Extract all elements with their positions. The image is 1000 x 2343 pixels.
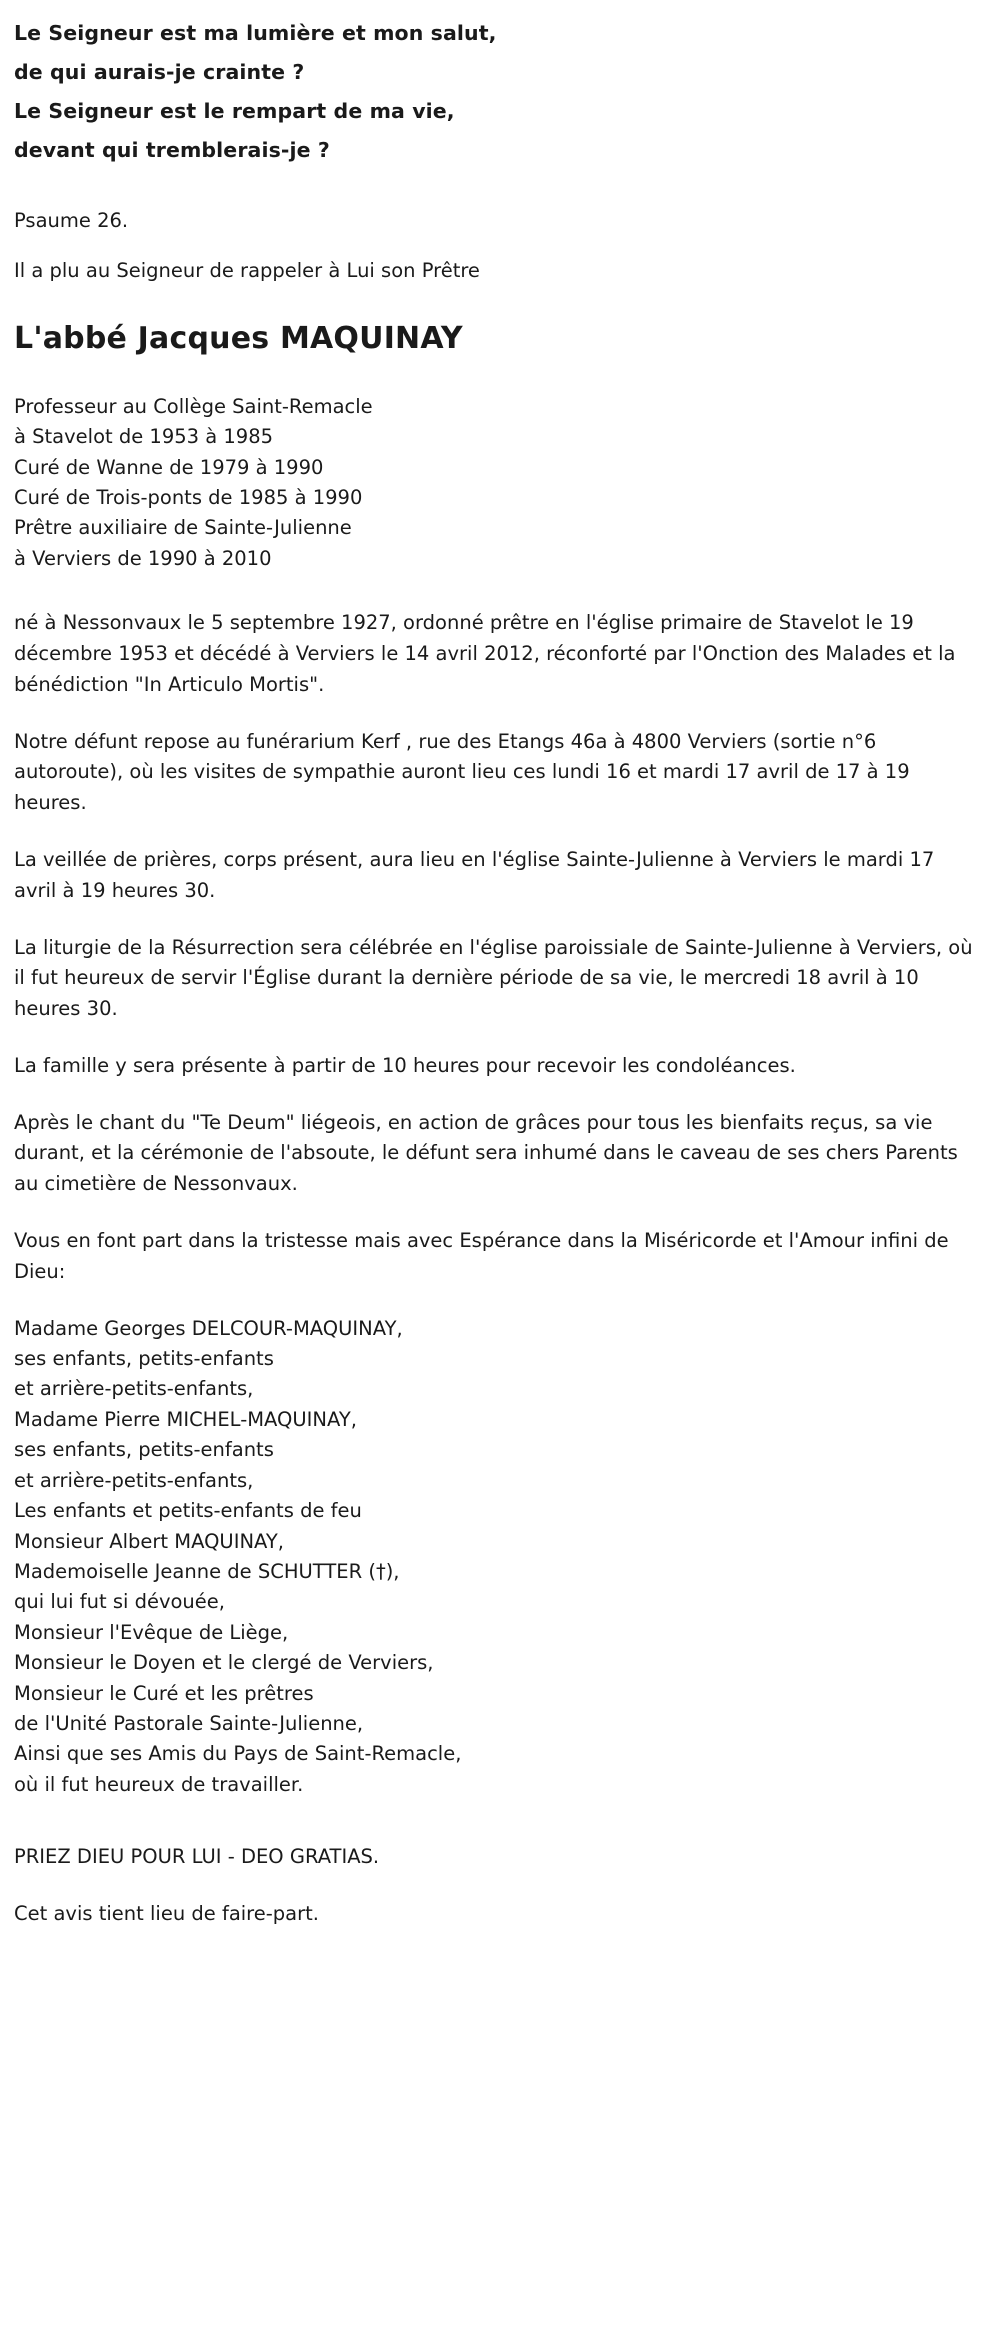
family-line: Madame Pierre MICHEL-MAQUINAY,	[14, 1407, 357, 1431]
family-line: et arrière-petits-enfants,	[14, 1377, 254, 1401]
prayer-vigil-paragraph: La veillée de prières, corps présent, aura lieu en l'église Sainte-Julienne à Verviers le mardi 17 avril à 19 heures 30.	[14, 847, 935, 902]
scripture-verse	[14, 14, 978, 170]
family-line: Les enfants et petits-enfants de feu	[14, 1499, 362, 1523]
role-line: Professeur au Collège Saint-Remacle	[14, 394, 373, 418]
closing-section	[14, 1842, 978, 1930]
family-line: Ainsi que ses Amis du Pays de Saint-Remacle,	[14, 1742, 462, 1766]
notice-line: Cet avis tient lieu de faire-part.	[14, 1901, 319, 1925]
family-line: Mademoiselle Jeanne de SCHUTTER (†),	[14, 1559, 400, 1583]
role-line: Curé de Trois-ponts de 1985 à 1990	[14, 485, 363, 509]
family-presence-paragraph: La famille y sera présente à partir de 10 heures pour recevoir les condoléances.	[14, 1053, 796, 1077]
roles-list	[14, 392, 978, 574]
announcement-paragraph: Vous en font part dans la tristesse mais avec Espérance dans la Miséricorde et l'Amour infini de Dieu:	[14, 1229, 949, 1283]
deceased-name: L'abbé Jacques MAQUINAY	[14, 321, 463, 357]
family-line: Monsieur le Doyen et le clergé de Verviers,	[14, 1651, 434, 1675]
intro-text: Il a plu au Seigneur de rappeler à Lui son Prêtre	[14, 258, 480, 282]
verse-line: Le Seigneur est ma lumière et mon salut,	[14, 21, 497, 45]
psalm-reference: Psaume 26.	[14, 208, 129, 232]
biography-paragraph: né à Nessonvaux le 5 septembre 1927, ordonné prêtre en l'église primaire de Stavelot le 19 décembre 1953 et décédé à Verviers le 14 avril 2012, réconforté par l'Onction des Malades et la bénédiction "In Articulo Mortis".	[14, 611, 956, 696]
role-line: à Verviers de 1990 à 2010	[14, 546, 272, 570]
family-line: Monsieur Albert MAQUINAY,	[14, 1529, 284, 1553]
family-line: Madame Georges DELCOUR-MAQUINAY,	[14, 1316, 403, 1340]
family-line: ses enfants, petits-enfants	[14, 1438, 274, 1462]
family-line: Monsieur l'Evêque de Liège,	[14, 1620, 289, 1644]
funeral-home-paragraph: Notre défunt repose au funérarium Kerf , rue des Etangs 46a à 4800 Verviers (sortie n°6 autoroute), où les visites de sympathie auront lieu ces lundi 16 et mardi 17 avril de 17 à 19 heures.	[14, 729, 910, 815]
verse-line: de qui aurais-je crainte ?	[14, 59, 305, 84]
liturgy-paragraph: La liturgie de la Résurrection sera célébrée en l'église paroissiale de Sainte-Julienne à Verviers, où il fut heureux de servir l'Église durant la dernière période de sa vie, le mercredi 18 avril à 10 heures 30.	[14, 935, 973, 1021]
family-line: de l'Unité Pastorale Sainte-Julienne,	[14, 1711, 364, 1735]
role-line: Curé de Wanne de 1979 à 1990	[14, 455, 324, 479]
prayer-line: PRIEZ DIEU POUR LUI - DEO GRATIAS.	[14, 1845, 380, 1869]
family-line: et arrière-petits-enfants,	[14, 1468, 254, 1492]
burial-paragraph: Après le chant du "Te Deum" liégeois, en action de grâces pour tous les bienfaits reçus, sa vie durant, et la cérémonie de l'absoute, le défunt sera inhumé dans le caveau de ses chers Parents au cimetière de Nessonvaux.	[14, 1110, 958, 1196]
family-line: Monsieur le Curé et les prêtres	[14, 1681, 314, 1705]
verse-line: devant qui tremblerais-je ?	[14, 137, 330, 162]
family-line: où il fut heureux de travailler.	[14, 1772, 304, 1796]
family-list	[14, 1314, 978, 1801]
family-line: ses enfants, petits-enfants	[14, 1347, 274, 1371]
verse-line: Le Seigneur est le rempart de ma vie,	[14, 98, 455, 123]
family-line: qui lui fut si dévouée,	[14, 1590, 225, 1614]
role-line: à Stavelot de 1953 à 1985	[14, 425, 274, 449]
role-line: Prêtre auxiliaire de Sainte-Julienne	[14, 516, 352, 540]
